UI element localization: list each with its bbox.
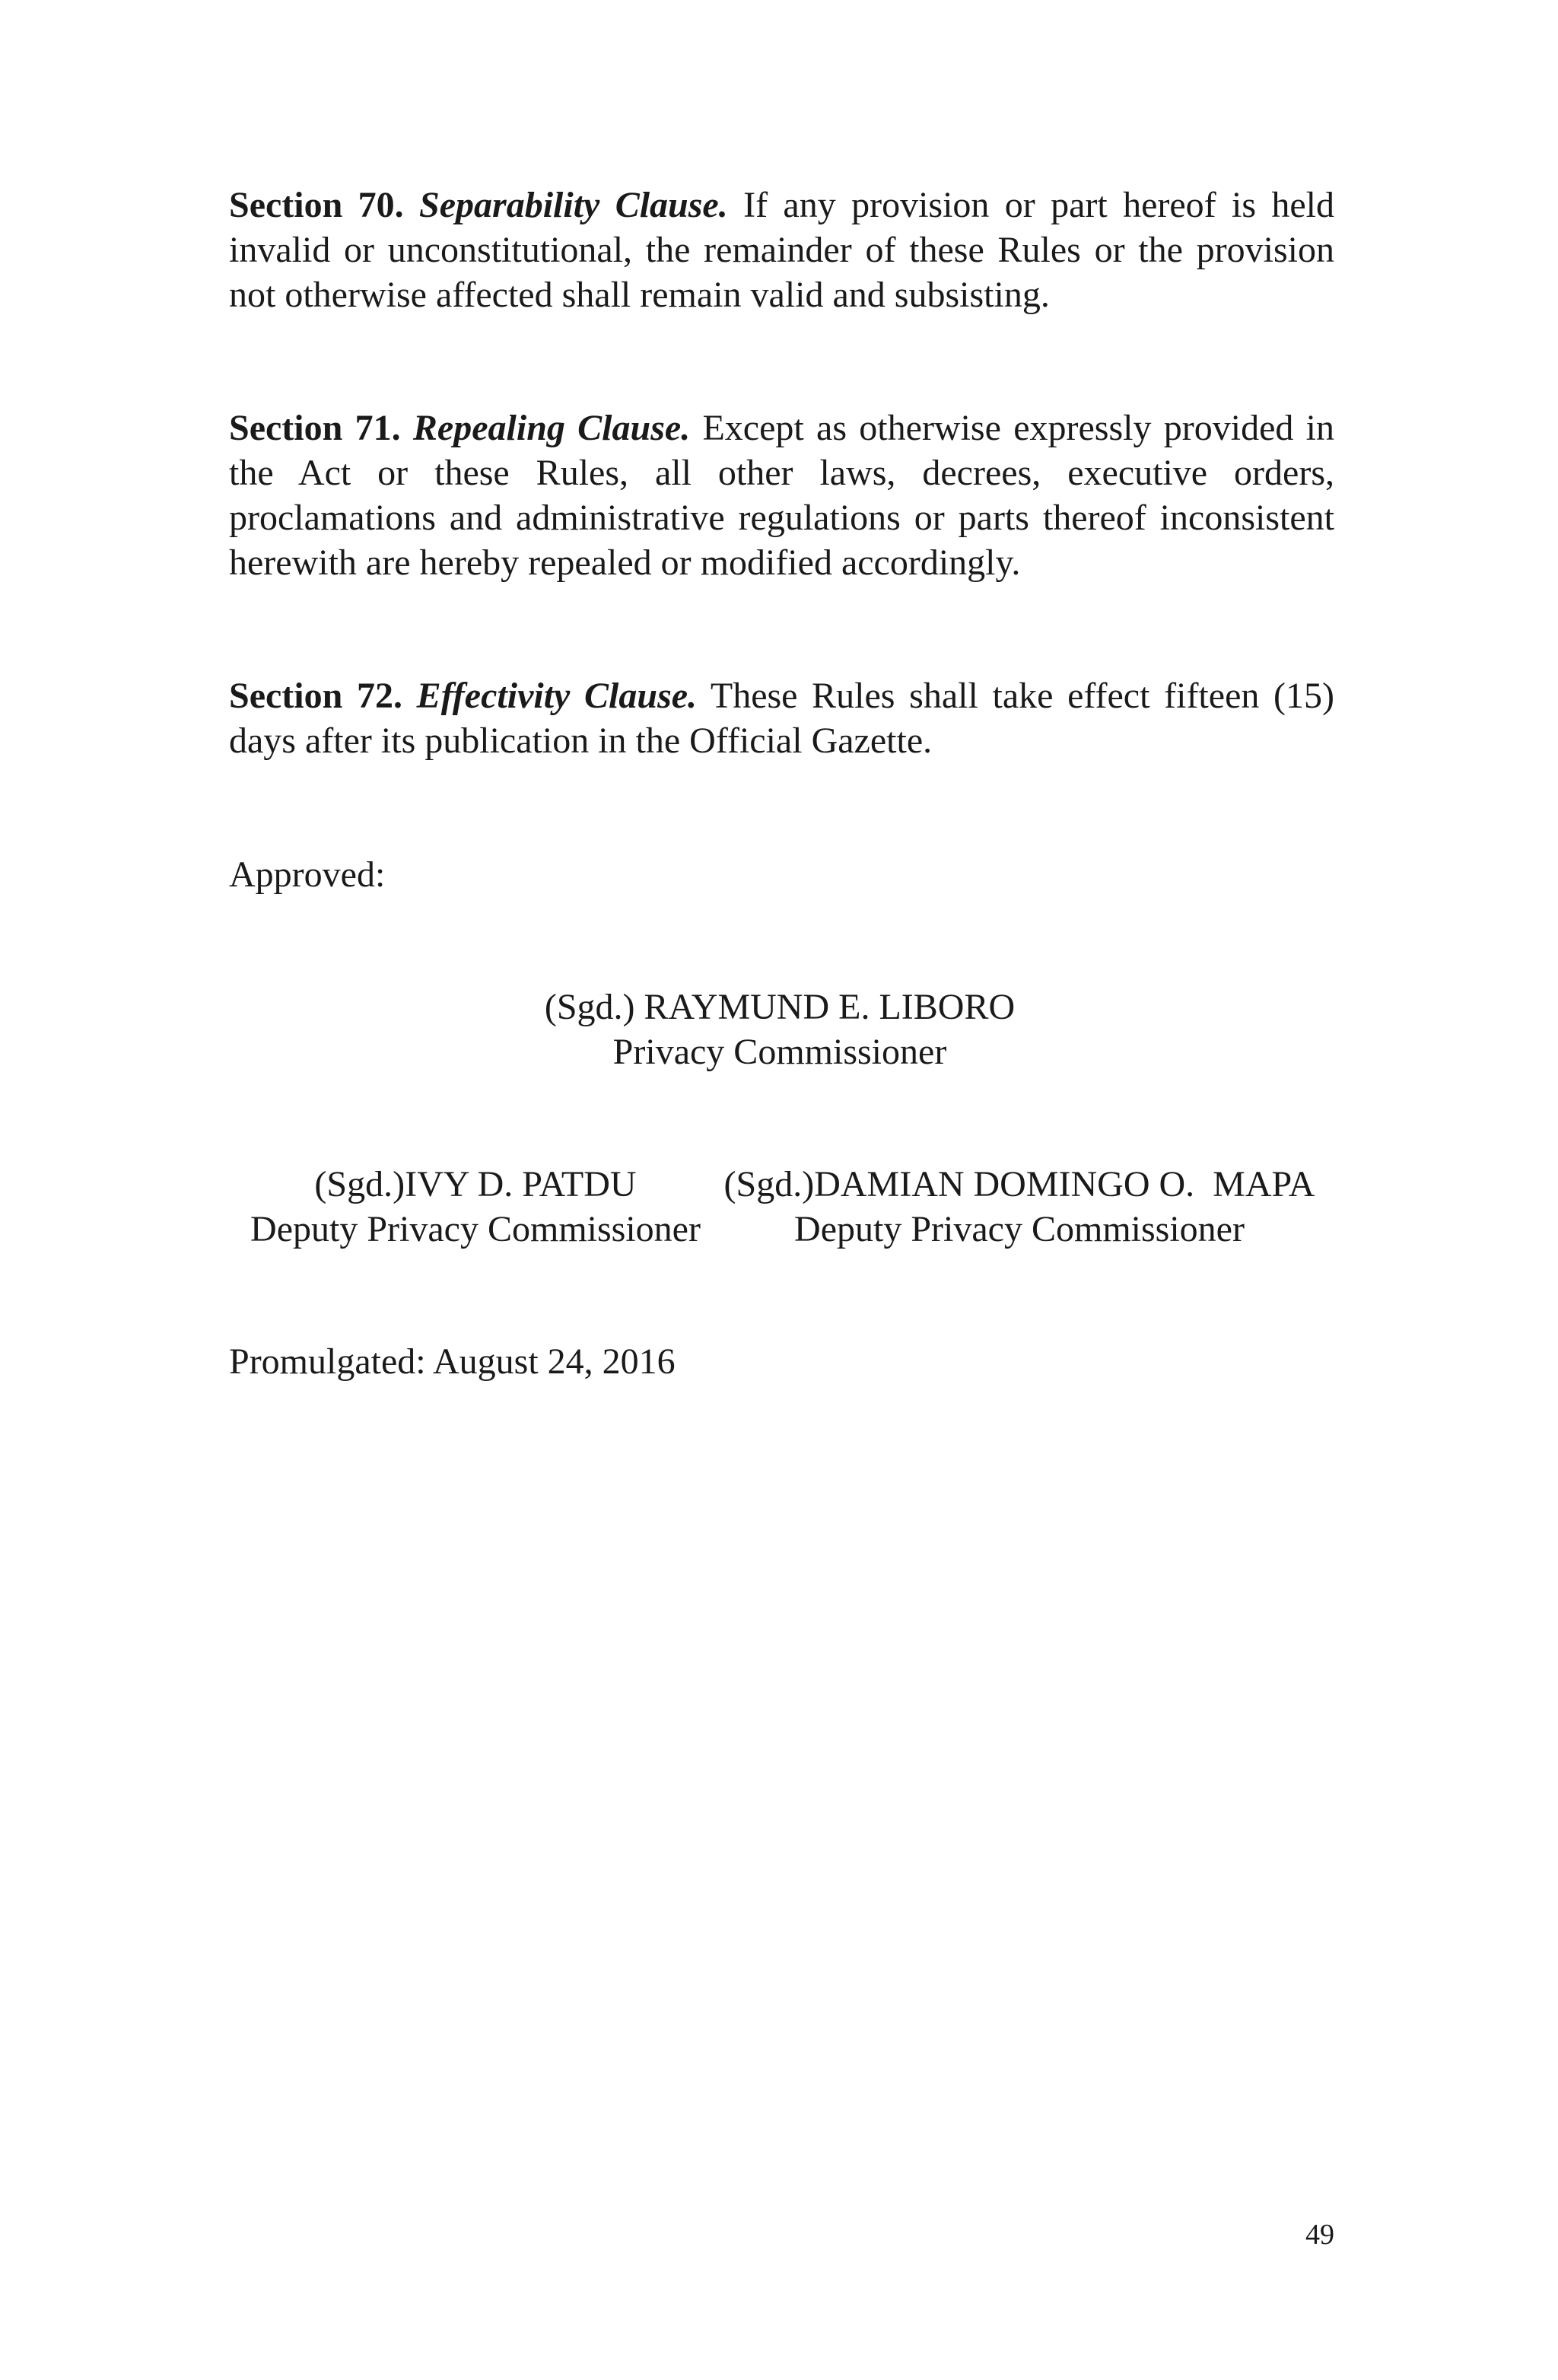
signatory-name: (Sgd.)DAMIAN DOMINGO O. MAPA	[723, 1164, 1315, 1204]
section-body: Except as otherwise expressly provided in the Act or these Rules, all other laws, decrees, executive orders, proclamations and administrative regulations or parts thereof inconsistent herewith are hereby repealed or modified accordingly.	[229, 408, 1334, 583]
section-body: If any provision or part hereof is held invalid or unconstitutional, the remainder of these Rules or the provision not otherwise affected shall remain valid and subsisting.	[229, 185, 1335, 315]
section-title: Repealing Clause.	[412, 408, 691, 448]
signatory-title: Deputy Privacy Commissioner	[794, 1209, 1245, 1249]
signatory-commissioner	[533, 985, 1027, 1074]
section-70-paragraph	[229, 183, 1334, 317]
signatory-title: Privacy Commissioner	[612, 1032, 947, 1072]
approved-label: Approved:	[229, 854, 386, 895]
section-title: Separability Clause.	[419, 185, 728, 225]
signatory-title: Deputy Privacy Commissioner	[250, 1209, 701, 1249]
section-body: These Rules shall take effect fifteen (15) days after its publication in the Official Gazette.	[229, 676, 1335, 761]
signatory-name: (Sgd.) RAYMUND E. LIBORO	[544, 987, 1016, 1027]
section-71-paragraph	[229, 406, 1334, 585]
section-title: Effectivity Clause.	[416, 676, 698, 716]
section-number: Section 70.	[229, 185, 404, 225]
section-number: Section 72.	[229, 676, 402, 716]
promulgation-date: Promulgated: August 24, 2016	[229, 1341, 676, 1382]
page-number: 49	[1305, 2219, 1334, 2251]
signatory-deputy-left	[217, 1162, 734, 1252]
section-72-paragraph	[229, 673, 1334, 763]
signatory-name: (Sgd.)IVY D. PATDU	[314, 1164, 637, 1204]
signatory-deputy-right	[700, 1162, 1339, 1252]
section-number: Section 71.	[229, 408, 401, 448]
